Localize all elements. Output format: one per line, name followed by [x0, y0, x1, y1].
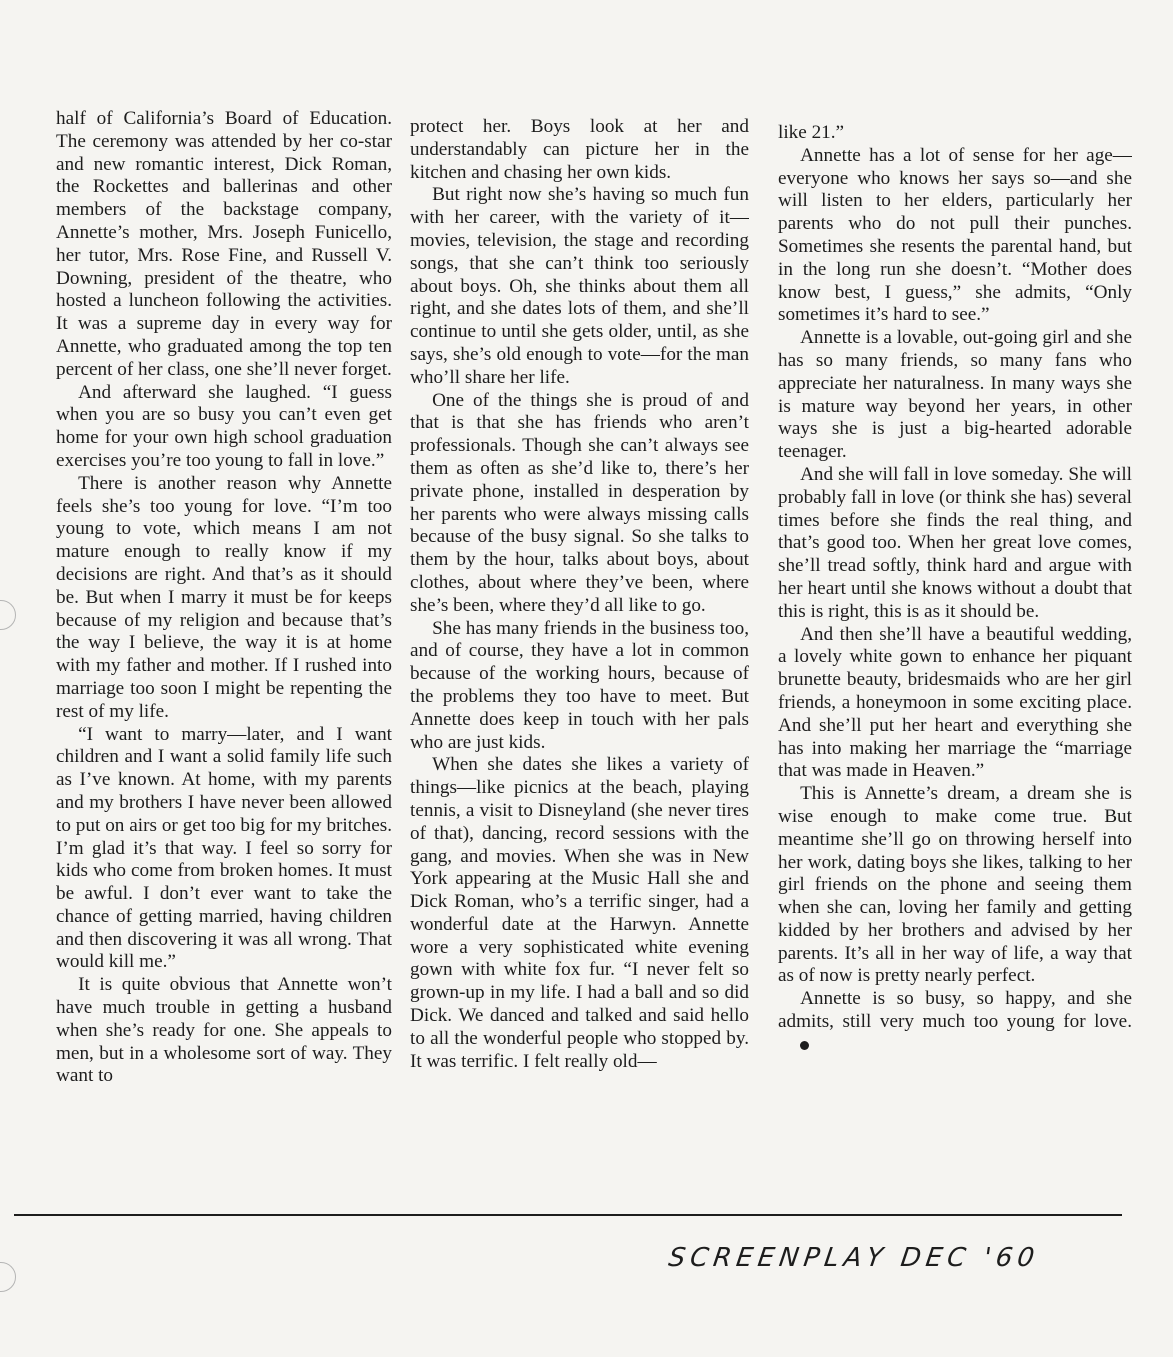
end-bullet-icon: [800, 1041, 809, 1050]
paragraph: And then she’ll have a beautiful wedding, a lovely white gown to enhance her piquant brunette beauty, bridesmaids who are her girl friends, a honeymoon in some exciting place. And she’ll put her heart and everything she has into making her marriage the “marriage that was made in Heaven.”: [778, 623, 1132, 782]
punch-hole-mark: [0, 1262, 16, 1292]
final-paragraph: [778, 988, 1132, 1056]
paragraph: like 21.”: [778, 122, 845, 143]
article-column-3: [778, 122, 1132, 1232]
bleed-through-heading: [250, 0, 950, 40]
paragraph: There is another reason why Annette feels she’s too young for love. “I’m too young to vote, which means I am not mature enough to really know if my decisions are right. And that’s as it should be. But when I marry it must be for keeps because of my religion and because that’s the way I believe, the way it is at home with my father and mother. If I rushed into marriage too soon I might be repenting the rest of my life.: [56, 472, 392, 722]
paragraph: This is Annette’s dream, a dream she is wise enough to make come true. But meantime she’ll go on throwing herself into her work, dating boys she likes, talking to her girl friends on the phone and seeing them when she can, loving her family and getting kidded by her brothers and advised by her parents. It’s all in her way of life, a way that as of now is pretty nearly perfect.: [778, 783, 1132, 987]
paragraph: It is quite obvious that Annette won’t have much trouble in getting a husband when she’s ready for one. She appeals to men, but in a wholesome sort of way. They want to: [56, 974, 392, 1087]
paragraph: “I want to marry—later, and I want children and I want a solid family life such as I’ve known. At home, with my parents and my brothers I have never been allowed to put on airs or get too big for my britches. I’m glad it’s that way. I feel so sorry for kids who come from broken homes. It must be awful. I don’t ever want to take the chance of getting married, having children and then discovering it was all wrong. That would kill me.”: [56, 723, 392, 973]
paragraph: Annette has a lot of sense for her age—everyone who knows her says so—and she will listen to her elders, particularly her parents who do not pull their punches. Sometimes she resents the parental hand, but in the long run she doesn’t. “Mother does know best, I guess,” she admits, “Only sometimes it’s hard to see.”: [778, 144, 1132, 326]
paragraph: Annette is a lovable, out-going girl and she has so many friends, so many fans who appreciate her naturalness. In many ways she is mature way beyond her years, in other ways she is just a big-hearted adorable teenager.: [778, 327, 1132, 463]
punch-hole-mark: [0, 600, 16, 630]
paragraph: half of California’s Board of Education. The ceremony was attended by her co-star and new romantic interest, Dick Roman, the Rockettes and ballerinas and other members of the backstage company, Annette’s mother, Mrs. Joseph Funicello, her tutor, Mrs. Rose Fine, and Russell V. Downing, president of the theatre, who hosted a luncheon following the activities. It was a supreme day in every way for Annette, who graduated among the top ten percent of her class, one she’ll never forget.: [56, 108, 392, 380]
paragraph: When she dates she likes a variety of things—like picnics at the beach, playing tennis, a visit to Disneyland (she never tires of that), dancing, record sessions with the gang, and movies. When she was in New York appearing at the Music Hall she and Dick Roman, who’s a terrific singer, had a wonderful date at the Harwyn. Annette wore a very sophisticated white evening gown with white fox fur. “I never felt so grown-up in my life. I had a ball and so did Dick. We danced and talked and said hello to all the wonderful people who stopped by. It was terrific. I felt really old—: [410, 754, 749, 1072]
paragraph: And afterward she laughed. “I guess when you are so busy you can’t even get home for your own high school graduation exercises you’re too young to fall in love.”: [56, 381, 392, 471]
paragraph: And she will fall in love someday. She will probably fall in love (or think she has) several times before she finds the real thing, and that’s good too. When her great love comes, she’ll tread softly, think hard and argue with her heart until she knows without a doubt that this is right, this is as it should be.: [778, 463, 1132, 622]
paragraph: She has many friends in the business too, and of course, they have a lot in common because of the working hours, because of the problems they too have to meet. But Annette does keep in touch with her pals who are just kids.: [410, 617, 749, 753]
article-column-2: [410, 116, 749, 1226]
article-body: [56, 108, 1134, 1216]
article-column-1: [56, 108, 392, 1218]
paragraph: protect her. Boys look at her and understandably can picture her in the kitchen and chasing her own kids.: [410, 116, 749, 183]
paragraph: But right now she’s having so much fun with her career, with the variety of it—movies, television, the stage and recording songs, that she can’t think too seriously about boys. Oh, she thinks about them all right, and she dates lots of them, and she’ll continue to until she gets older, until, as she says, she’s old enough to vote—for the man who’ll share her life.: [410, 184, 749, 388]
final-paragraph-text: Annette is so busy, so happy, and she admits, still very much too young for love.: [778, 988, 1132, 1033]
bottom-rule: [14, 1214, 1122, 1216]
handwritten-source-note: SCREENPLAY DEC '60: [666, 1243, 1042, 1273]
paragraph: One of the things she is proud of and that is that she has friends who aren’t professionals. Though she can’t always see them as often as she’d like to, there’s her private phone, installed in desperation by her parents who were always missing calls because of the busy signal. So she talks to them by the hour, talks about boys, about clothes, about where they’ve been, where she’s been, where they’d all like to go.: [410, 389, 749, 616]
